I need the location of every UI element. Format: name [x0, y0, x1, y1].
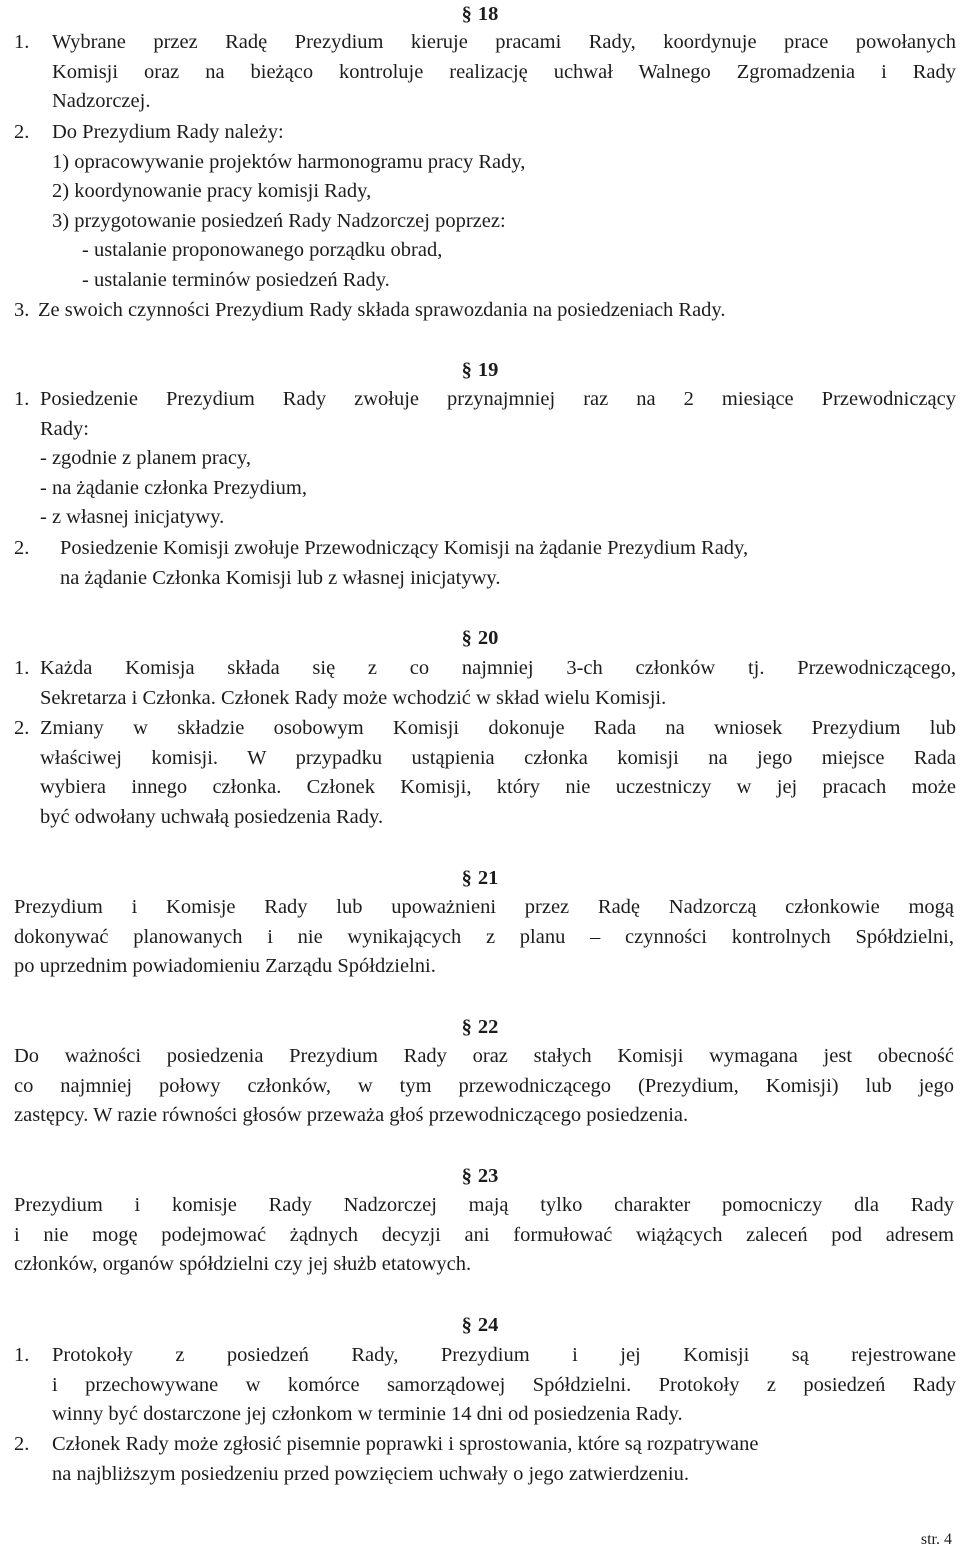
point-number: 2.	[14, 537, 30, 559]
text-line: Komisji oraz na bieżąco kontroluje realizację uchwał Walnego Zgromadzenia i Rady	[52, 60, 956, 83]
text-line: i nie mogę podejmować żądnych decyzji ani formułować wiążących zaleceń pod adresem	[14, 1223, 954, 1246]
text-line: Sekretarza i Członka. Członek Rady może wchodzić w skład wielu Komisji.	[40, 686, 667, 709]
section-number: 21	[477, 867, 499, 889]
page-number: str. 4	[920, 1531, 952, 1548]
list-item: 2) koordynowanie pracy komisji Rady,	[52, 180, 372, 203]
text-line: na najbliższym posiedzeniu przed powzięciem uchwały o jego zatwierdzeniu.	[52, 1462, 689, 1485]
section-heading-20	[0, 624, 960, 652]
section-22-paragraph	[14, 1042, 954, 1131]
section-symbol: §	[461, 359, 472, 381]
text-line: Wybrane przez Radę Prezydium kieruje pracami Rady, koordynuje prace powołanych	[52, 31, 956, 53]
text-line: Prezydium i Komisje Rady lub upoważnieni przez Radę Nadzorczą członkowie mogą	[14, 896, 954, 918]
point-number: 1.	[14, 31, 30, 53]
text-line: Członek Rady może zgłosić pisemnie poprawki i sprostowania, które są rozpatrywane	[52, 1433, 759, 1455]
text-line: i przechowywane w komórce samorządowej Spółdzielni. Protokoły z posiedzeń Rady	[52, 1373, 956, 1396]
section-heading-19	[0, 356, 960, 384]
text-line: po uprzednim powiadomieniu Zarządu Spółdzielni.	[14, 955, 436, 978]
text-line: Prezydium i komisje Rady Nadzorczej mają tylko charakter pomocniczy dla Rady	[14, 1194, 954, 1216]
list-item: 3) przygotowanie posiedzeń Rady Nadzorczej poprzez:	[52, 209, 506, 232]
text-line: Posiedzenie Prezydium Rady zwołuje przynajmniej raz na 2 miesiące Przewodniczący	[40, 388, 956, 410]
point-number: 2.	[14, 1433, 30, 1455]
point-number: 1.	[14, 657, 30, 679]
text-line: właściwej komisji. W przypadku ustąpienia członka komisji na jego miejsce Rada	[40, 746, 956, 769]
dash-item: - zgodnie z planem pracy,	[40, 447, 251, 470]
point-number: 3.	[14, 299, 30, 321]
text-line: być odwołany uchwałą posiedzenia Rady.	[40, 805, 384, 828]
section-heading-24	[0, 1311, 960, 1339]
section-number: 24	[477, 1314, 499, 1336]
text-line: Nadzorczej.	[52, 90, 151, 113]
list-item: 1) opracowywanie projektów harmonogramu pracy Rady,	[52, 150, 526, 173]
section-heading-23	[0, 1162, 960, 1190]
section-23-paragraph	[14, 1191, 954, 1280]
dash-item: - ustalanie proponowanego porządku obrad,	[82, 239, 443, 262]
section-number: 18	[477, 3, 499, 25]
section-symbol: §	[461, 1016, 472, 1038]
section-symbol: §	[461, 867, 472, 889]
dash-item: - ustalanie terminów posiedzeń Rady.	[82, 268, 390, 291]
section-heading-18	[0, 0, 960, 28]
text-line: Do Prezydium Rady należy:	[52, 121, 284, 143]
text-line: zastępcy. W razie równości głosów przeważa głoś przewodniczącego posiedzenia.	[14, 1104, 689, 1127]
section-21-paragraph	[14, 893, 954, 982]
text-line: Protokoły z posiedzeń Rady, Prezydium i jej Komisji są rejestrowane	[52, 1344, 956, 1366]
point-number: 2.	[14, 121, 30, 143]
text-line: winny być dostarczone jej członkom w terminie 14 dni od posiedzenia Rady.	[52, 1403, 683, 1426]
section-heading-22	[0, 1013, 960, 1041]
point-number: 2.	[14, 717, 30, 739]
section-symbol: §	[461, 627, 472, 649]
section-heading-21	[0, 864, 960, 892]
text-line: członków, organów spółdzielni czy jej służb etatowych.	[14, 1253, 472, 1276]
text-line: Zmiany w składzie osobowym Komisji dokonuje Rada na wniosek Prezydium lub	[40, 717, 956, 739]
text-line: dokonywać planowanych i nie wynikających z planu – czynności kontrolnych Spółdzielni,	[14, 925, 954, 948]
section-symbol: §	[461, 1314, 472, 1336]
point-number: 1.	[14, 388, 30, 410]
text-line: na żądanie Członka Komisji lub z własnej inicjatywy.	[60, 566, 501, 589]
point-number: 1.	[14, 1344, 30, 1366]
section-symbol: §	[461, 1165, 472, 1187]
text-line: Posiedzenie Komisji zwołuje Przewodniczący Komisji na żądanie Prezydium Rady,	[60, 537, 749, 559]
dash-item: - na żądanie członka Prezydium,	[40, 476, 307, 499]
section-number: 19	[477, 359, 499, 381]
section-number: 20	[477, 627, 499, 649]
section-number: 22	[477, 1016, 499, 1038]
text-line: Do ważności posiedzenia Prezydium Rady oraz stałych Komisji wymagana jest obecność	[14, 1045, 954, 1067]
text-line: Ze swoich czynności Prezydium Rady składa sprawozdania na posiedzeniach Rady.	[38, 299, 726, 321]
text-line: Każda Komisja składa się z co najmniej 3-ch członków tj. Przewodniczącego,	[40, 657, 956, 679]
text-line: co najmniej połowy członków, w tym przewodniczącego (Prezydium, Komisji) lub jego	[14, 1074, 954, 1097]
section-symbol: §	[461, 3, 472, 25]
section-number: 23	[477, 1165, 499, 1187]
dash-item: - z własnej inicjatywy.	[40, 506, 225, 529]
text-line: Rady:	[40, 417, 89, 440]
text-line: wybiera innego członka. Członek Komisji, który nie uczestniczy w jej pracach może	[40, 776, 956, 799]
